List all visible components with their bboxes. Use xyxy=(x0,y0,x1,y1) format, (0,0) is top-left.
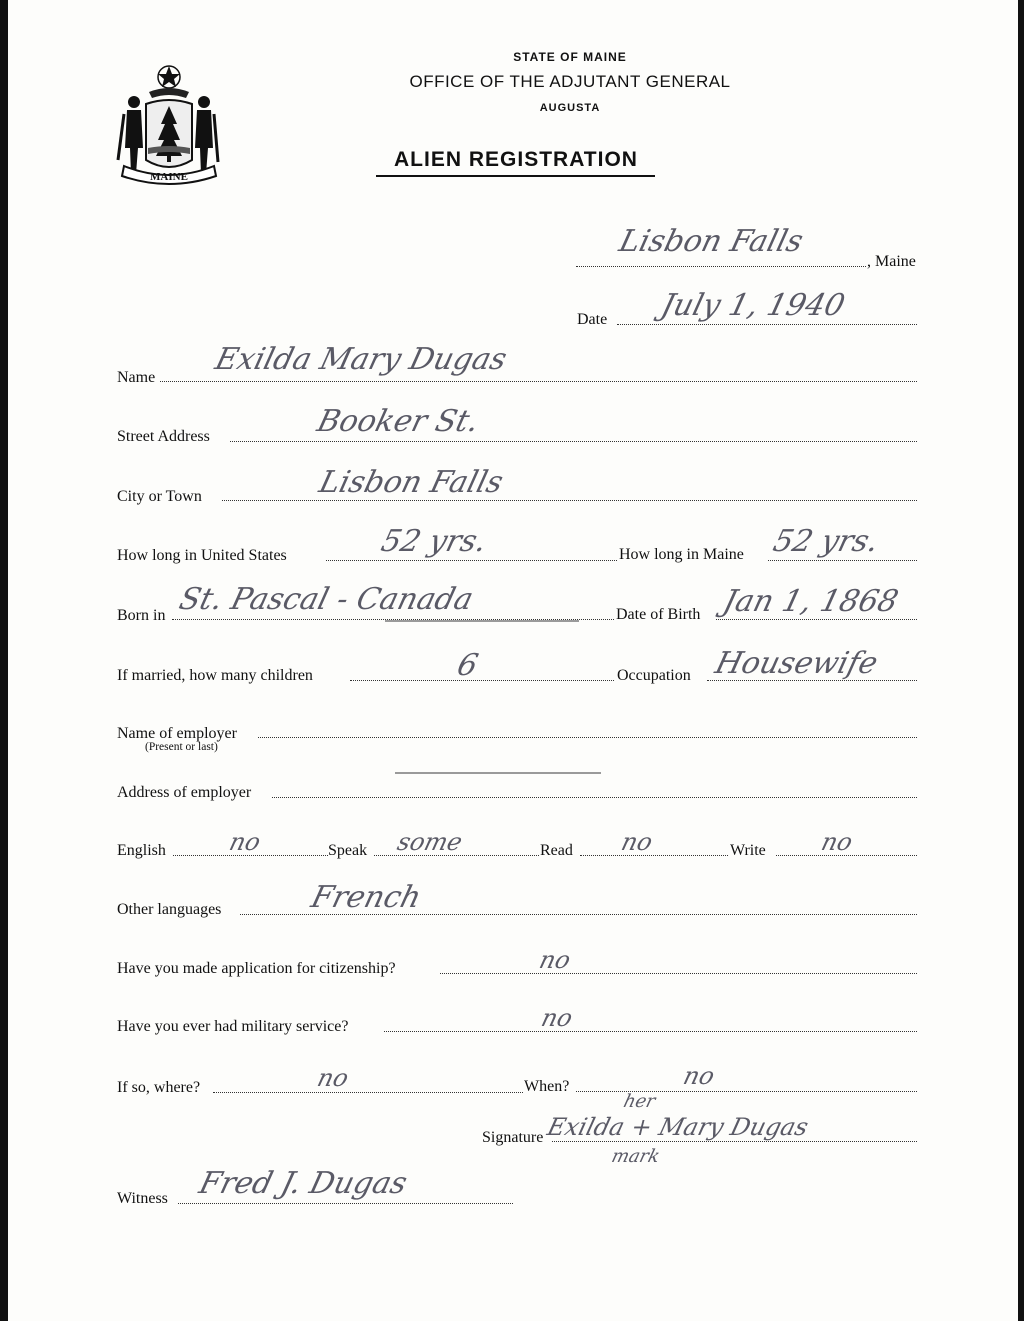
street-address-line xyxy=(230,441,917,442)
english-label: English xyxy=(117,842,166,859)
employer-blank-stroke xyxy=(395,772,601,774)
witness-line xyxy=(178,1203,513,1204)
town-value: Lisbon Falls xyxy=(615,224,807,259)
name-value: Exilda Mary Dugas xyxy=(211,342,511,377)
maine-state-seal-icon xyxy=(114,62,224,190)
born-in-label: Born in xyxy=(117,607,166,624)
witness-label: Witness xyxy=(117,1190,168,1207)
speak-value: some xyxy=(394,828,466,856)
signature-label: Signature xyxy=(482,1129,544,1146)
write-label: Write xyxy=(730,842,766,859)
how-long-maine-value: 52 yrs. xyxy=(769,524,883,559)
date-of-birth-line xyxy=(716,619,917,620)
scan-border-left xyxy=(0,0,8,1321)
employer-address-line xyxy=(272,797,917,798)
date-label: Date xyxy=(577,311,608,328)
employer-name-label: Name of employer xyxy=(117,725,237,742)
where-line xyxy=(213,1092,523,1093)
date-line xyxy=(617,324,917,325)
scan-border-right xyxy=(1018,0,1024,1321)
form-title: ALIEN REGISTRATION xyxy=(394,148,638,171)
speak-label: Speak xyxy=(328,842,368,859)
signature-her: her xyxy=(621,1091,658,1112)
citizenship-line xyxy=(440,973,917,974)
other-languages-label: Other languages xyxy=(117,901,222,918)
citizenship-value: no xyxy=(536,946,574,974)
header-state: STATE OF MAINE xyxy=(513,50,627,64)
town-line xyxy=(576,266,866,267)
header-city: AUGUSTA xyxy=(539,102,601,114)
svg-text:MAINE: MAINE xyxy=(150,171,188,183)
children-value: 6 xyxy=(453,648,482,683)
where-value: no xyxy=(314,1064,352,1092)
signature-line xyxy=(552,1141,917,1142)
children-label: If married, how many children xyxy=(117,667,313,684)
city-label: City or Town xyxy=(117,488,202,505)
street-address-value: Booker St. xyxy=(313,404,483,439)
military-line xyxy=(384,1031,917,1032)
read-line xyxy=(580,855,728,856)
name-line xyxy=(160,381,917,382)
when-value: no xyxy=(680,1062,718,1090)
date-of-birth-label: Date of Birth xyxy=(616,606,701,623)
military-value: no xyxy=(538,1004,576,1032)
witness-value: Fred J. Dugas xyxy=(195,1166,411,1201)
date-of-birth-value: Jan 1, 1868 xyxy=(719,584,902,619)
title-underline xyxy=(376,175,655,177)
read-label: Read xyxy=(540,842,573,859)
military-label: Have you ever had military service? xyxy=(117,1018,349,1035)
employer-address-label: Address of employer xyxy=(117,784,252,801)
signature-value: Exilda + Mary Dugas xyxy=(544,1113,812,1141)
date-value: July 1, 1940 xyxy=(657,288,849,323)
employer-name-line xyxy=(258,737,917,738)
header-office: OFFICE OF THE ADJUTANT GENERAL xyxy=(409,72,731,91)
how-long-maine-line xyxy=(768,560,917,561)
signature-mark: mark xyxy=(609,1146,662,1167)
other-languages-value: French xyxy=(307,880,425,915)
occupation-value: Housewife xyxy=(711,646,882,681)
employer-name-note: (Present or last) xyxy=(145,741,218,753)
how-long-us-value: 52 yrs. xyxy=(377,524,491,559)
state-suffix-label: , Maine xyxy=(867,253,916,270)
where-label: If so, where? xyxy=(117,1079,201,1096)
city-line xyxy=(222,500,917,501)
citizenship-label: Have you made application for citizenship? xyxy=(117,960,396,977)
when-label: When? xyxy=(524,1078,570,1095)
how-long-us-label: How long in United States xyxy=(117,547,287,564)
write-value: no xyxy=(818,828,856,856)
read-value: no xyxy=(618,828,656,856)
how-long-maine-label: How long in Maine xyxy=(619,546,744,563)
how-long-us-line xyxy=(326,560,617,561)
born-in-value: St. Pascal - Canada xyxy=(175,582,477,617)
name-label: Name xyxy=(117,369,156,386)
english-value: no xyxy=(226,828,264,856)
pencil-underline xyxy=(385,620,579,622)
city-value: Lisbon Falls xyxy=(315,465,507,500)
children-line xyxy=(350,680,614,681)
street-address-label: Street Address xyxy=(117,428,210,445)
occupation-label: Occupation xyxy=(617,667,691,684)
